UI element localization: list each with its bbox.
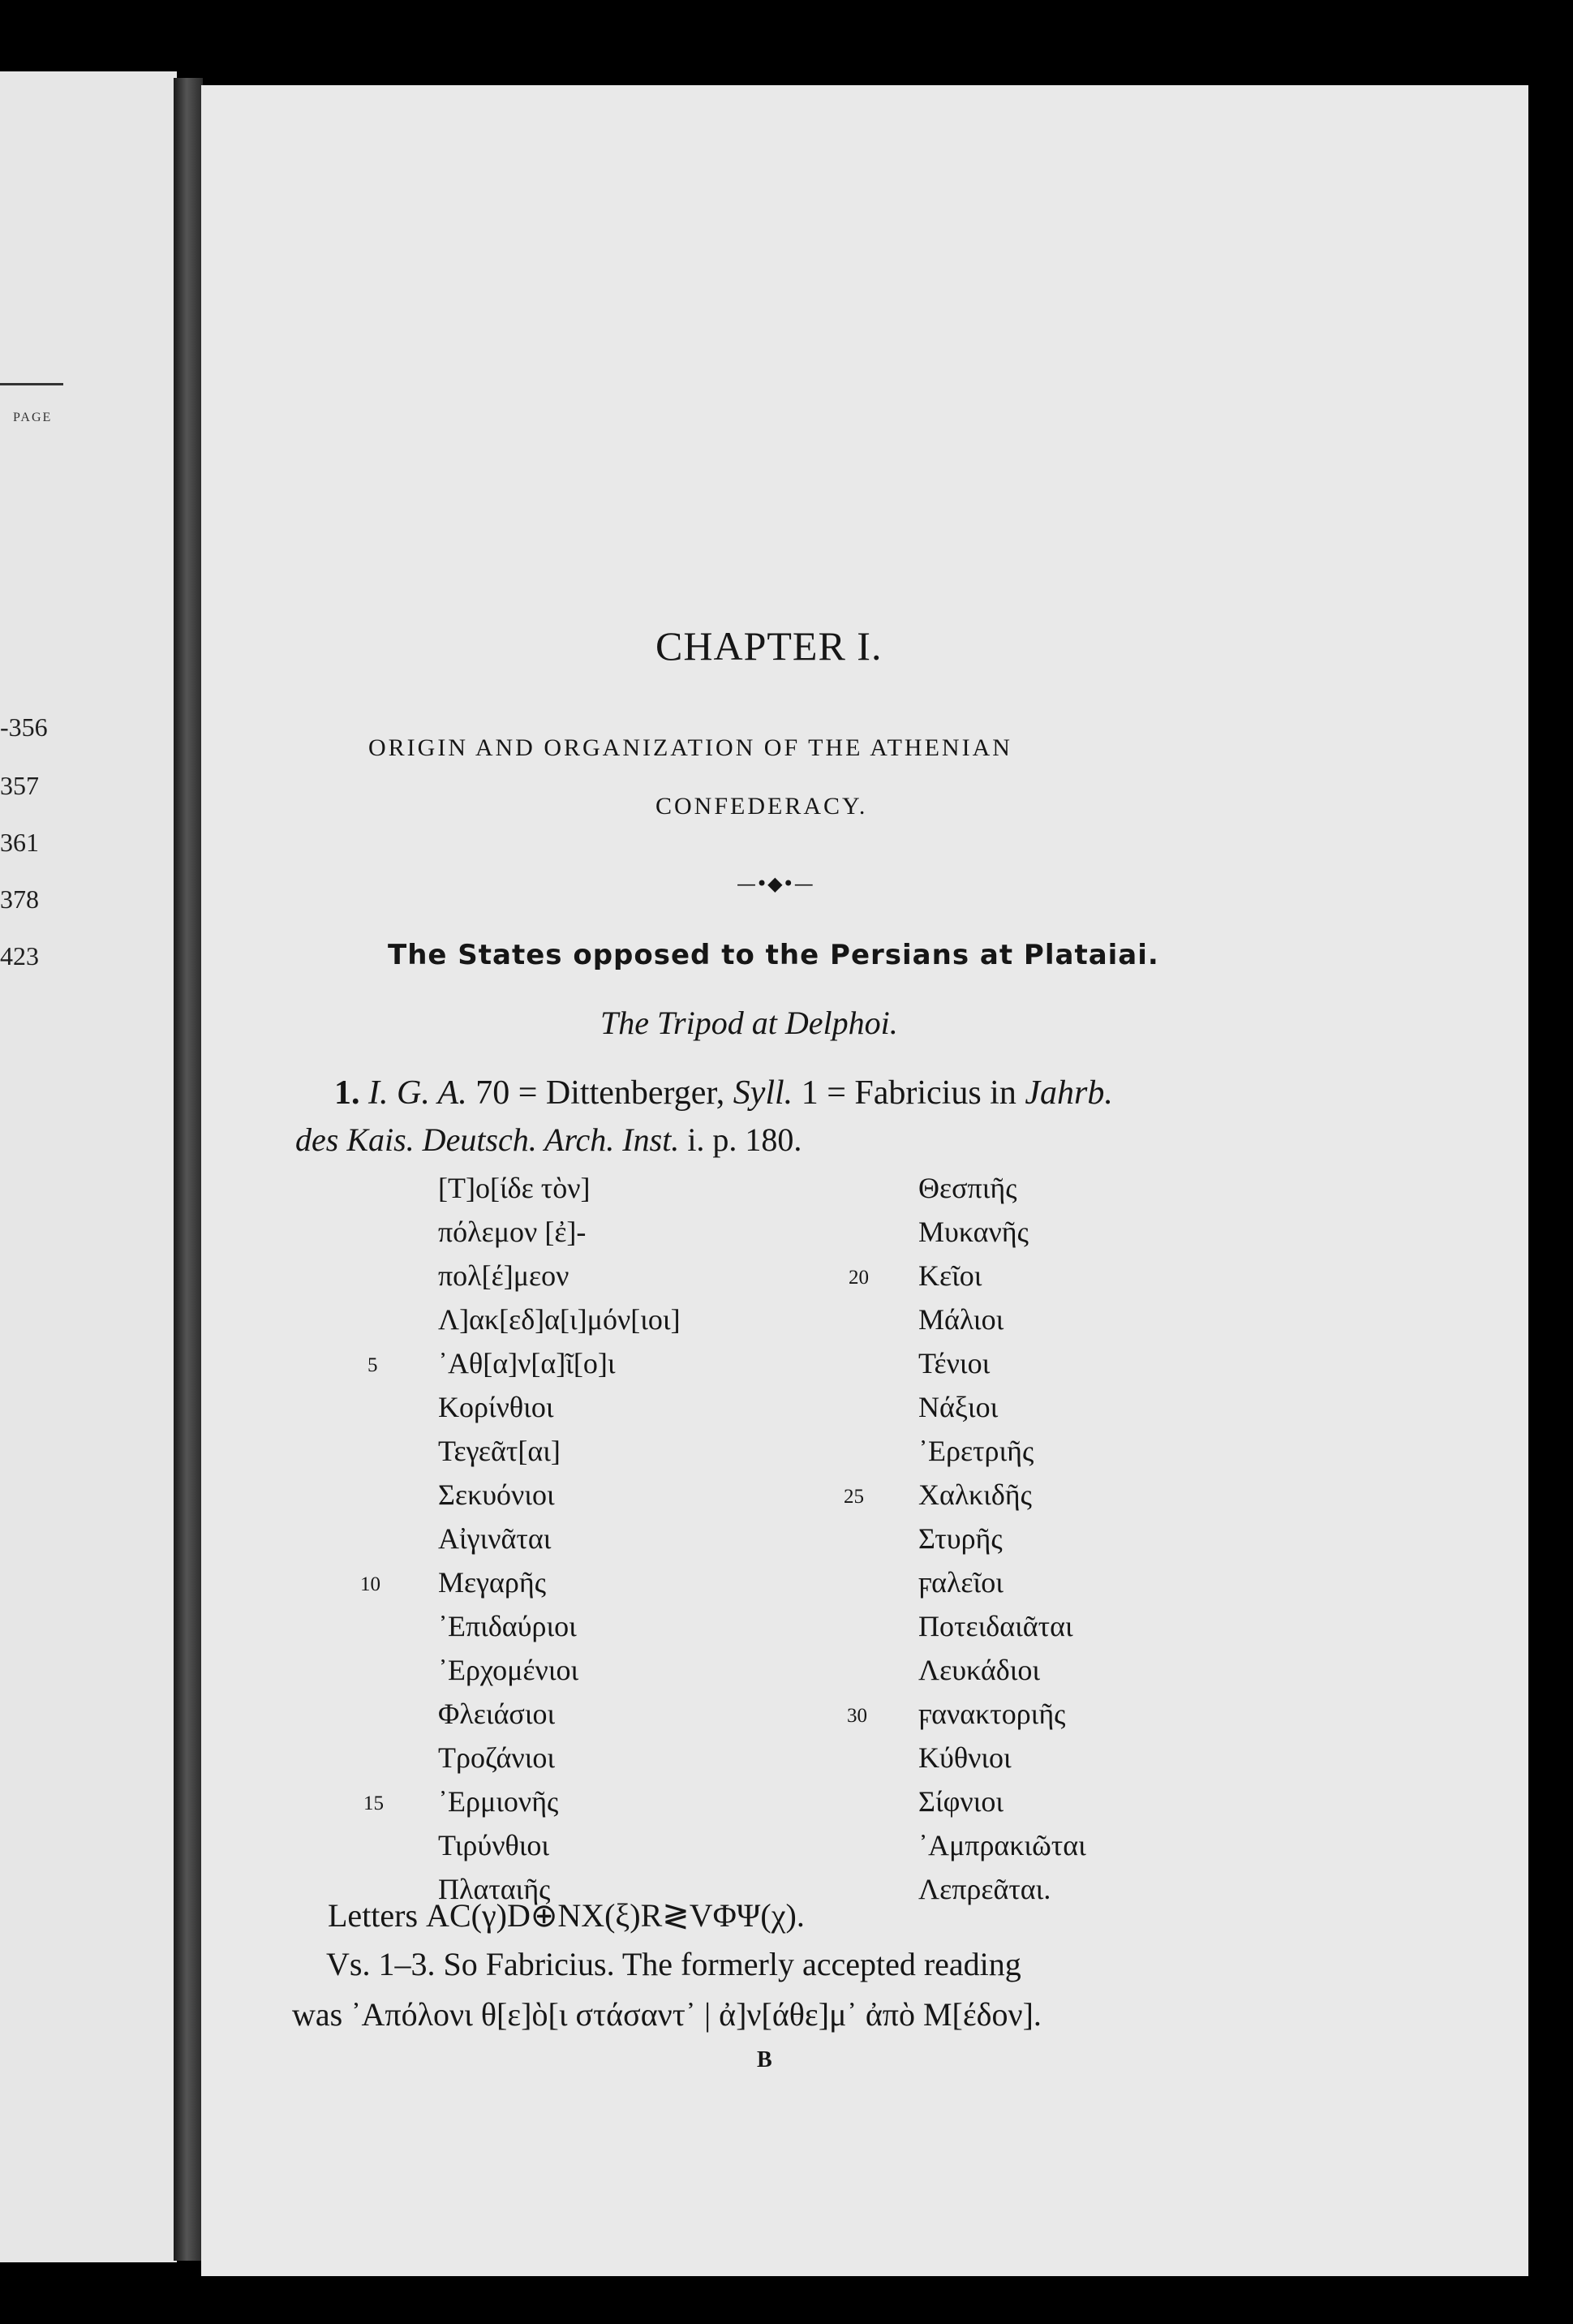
inscription-line: ᾿Ερμιονῆς [438, 1785, 559, 1818]
inscription-line: Μεγαρῆς [438, 1566, 546, 1599]
inscription-line: Λεπρεᾶται. [918, 1873, 1051, 1905]
inscription-line: Φλειάσιοι [438, 1698, 556, 1730]
subsection-title: The Tripod at Delphoi. [600, 1005, 898, 1041]
reference-text: 70 = Dittenberger, [466, 1074, 733, 1112]
inscription-number: 1. [334, 1074, 360, 1112]
inscription-line: ᾿Ερχομένιοι [438, 1654, 579, 1686]
line-number: 25 [844, 1486, 864, 1508]
inscription-line: Λευκάδιοι [918, 1654, 1041, 1686]
reference-igp: I. G. A. [368, 1074, 467, 1112]
line-number: 15 [363, 1792, 384, 1814]
inscription-line: ᾿Αμπρακιῶται [918, 1829, 1086, 1861]
inscription-line: ᾿Επιδαύριοι [438, 1610, 577, 1642]
inscription-line: Αἰγινᾶται [438, 1522, 552, 1555]
facing-page-number: 357 [0, 771, 39, 800]
line-number: 5 [367, 1354, 378, 1376]
inscription-line: Τιρύνθιοι [438, 1829, 550, 1861]
inscription-line: Κύθνιοι [918, 1741, 1012, 1774]
book-page [201, 85, 1528, 2276]
commentary-line-1: Vs. 1–3. So Fabricius. The formerly accepted reading [326, 1946, 1021, 1982]
facing-page-number: 361 [0, 828, 39, 857]
inscription-line: Θεσπιῆς [918, 1172, 1017, 1204]
inscription-line: Σεκυόνιοι [438, 1478, 555, 1511]
ornament-divider: —•◆•— [737, 872, 814, 895]
inscription-line: Λ]ακ[εδ]α[ι]μόν[ιοι] [438, 1303, 681, 1336]
reference-syll: Syll. [733, 1074, 793, 1112]
chapter-heading: CHAPTER I. [655, 623, 883, 669]
line-number: 10 [360, 1573, 380, 1595]
reference-page: i. p. 180. [679, 1121, 802, 1158]
book-spine [174, 78, 203, 2261]
inscription-line: Τεγεᾶτ[αι] [438, 1435, 561, 1467]
inscription-line: Τένιοι [918, 1347, 991, 1379]
inscription-line: Χαλκιδῆς [918, 1478, 1032, 1511]
line-number: 20 [849, 1267, 869, 1289]
facing-page-number: 423 [0, 941, 39, 970]
chapter-subtitle-line-1: ORIGIN AND ORGANIZATION OF THE ATHENIAN [368, 734, 1012, 761]
inscription-line: ᾿Αθ[α]ν[α]ῖ[ο]ι [438, 1347, 616, 1379]
facing-page-label: PAGE [13, 411, 53, 424]
reference-line-2 [295, 1121, 802, 1159]
inscription-line: πόλεμον [ἐ]- [438, 1216, 587, 1248]
facing-page-rule [0, 383, 63, 385]
letter-forms-note: Letters ΑC(γ)D⊕ΝΧ(ξ)R≷VΦΨ(χ). [328, 1897, 805, 1934]
section-title: The States opposed to the Persians at Plataiai. [388, 939, 1159, 971]
reference-line-1 [334, 1074, 1113, 1113]
inscription-line: Σίφνιοι [918, 1785, 1004, 1818]
line-number: 30 [847, 1705, 867, 1727]
facing-page-number: -356 [0, 712, 48, 742]
inscription-line: ϝαλεῖοι [918, 1566, 1004, 1599]
inscription-line: Κορίνθιοι [438, 1391, 554, 1423]
inscription-line: Τροζάνιοι [438, 1741, 556, 1774]
inscription-line: Μυκανῆς [918, 1216, 1029, 1248]
commentary-line-2: was ᾿Απόλονι θ[ε]ὸ[ι στάσαντ᾿ | ἀ]ν[άθε]μ᾿ ἀπὸ Μ[έδον]. [292, 1996, 1042, 2033]
inscription-line: Νάξιοι [918, 1391, 999, 1423]
inscription-line: Ποτειδαιᾶται [918, 1610, 1073, 1642]
chapter-subtitle-line-2: CONFEDERACY. [655, 793, 868, 820]
reference-jahrb: Jahrb. [1025, 1074, 1113, 1112]
inscription-line: πολ[έ]μεον [438, 1259, 569, 1292]
inscription-line: Πλαταιῆς [438, 1873, 551, 1905]
reference-journal: des Kais. Deutsch. Arch. Inst. [295, 1121, 680, 1158]
inscription-line: Κεῖοι [918, 1259, 982, 1292]
inscription-line: ϝανακτοριῆς [918, 1698, 1066, 1730]
inscription-line: Στυρῆς [918, 1522, 1003, 1555]
signature-mark: B [757, 2047, 772, 2072]
inscription-line: [Τ]ο[ίδε τὸν] [438, 1172, 591, 1204]
facing-page-number: 378 [0, 884, 39, 914]
inscription-line: ᾿Ερετριῆς [918, 1435, 1034, 1467]
facing-page [0, 71, 177, 2262]
reference-text: 1 = Fabricius in [793, 1074, 1025, 1112]
inscription-line: Μάλιοι [918, 1303, 1004, 1336]
